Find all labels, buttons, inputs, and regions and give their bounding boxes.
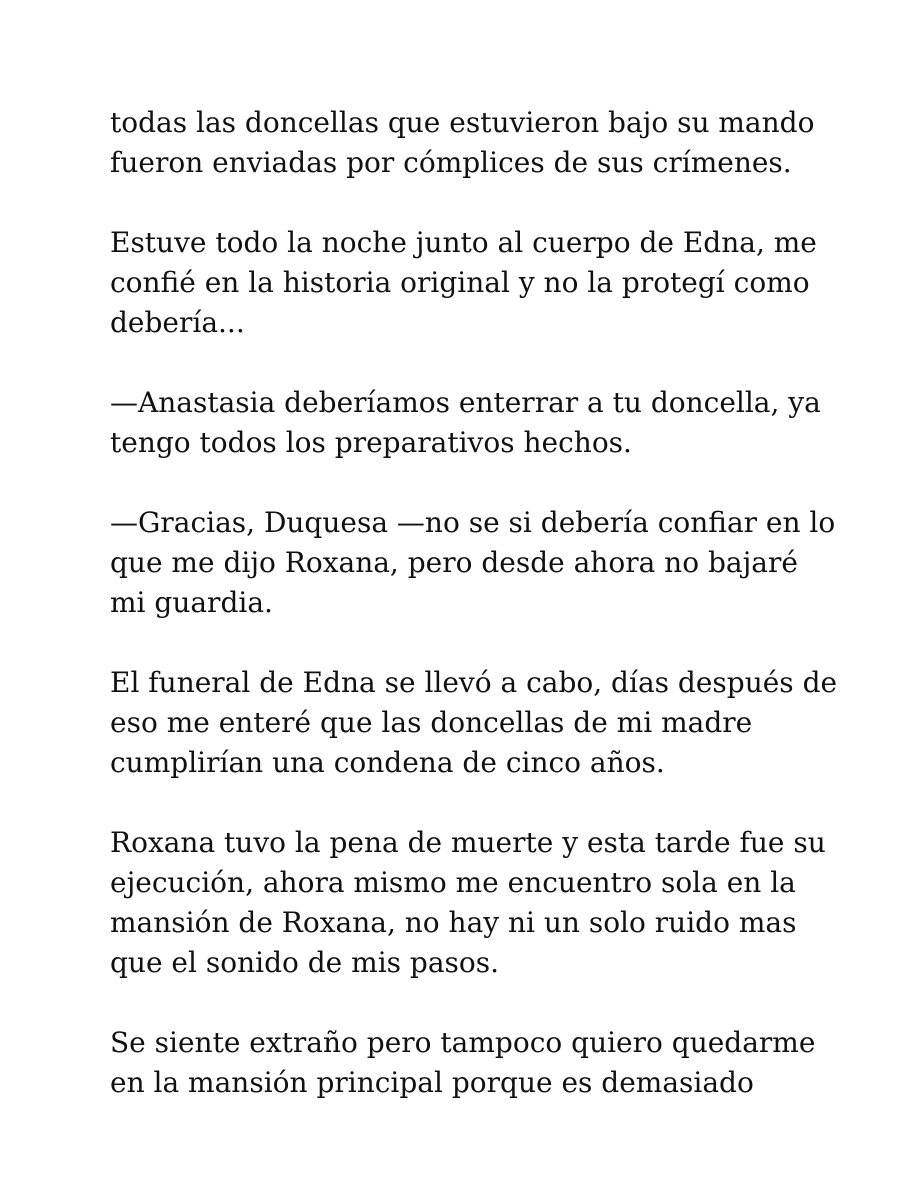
text-line: mansión de Roxana, no hay ni un solo ruido mas <box>110 906 797 939</box>
text-line: que me dijo Roxana, pero desde ahora no bajaré <box>110 546 798 579</box>
text-line: El funeral de Edna se llevó a cabo, días después de <box>110 666 838 699</box>
text-line: Se siente extraño pero tampoco quiero quedarme <box>110 1026 816 1059</box>
text-line: mi guardia. <box>110 586 273 619</box>
text-line: tengo todos los preparativos hechos. <box>110 426 632 459</box>
paragraph <box>110 503 836 623</box>
text-line: eso me enteré que las doncellas de mi madre <box>110 706 753 739</box>
paragraph <box>110 823 826 983</box>
paragraph <box>110 103 815 183</box>
text-line: —Gracias, Duquesa —no se si debería confiar en lo <box>110 506 836 539</box>
text-line: confié en la historia original y no la protegí como <box>110 266 810 299</box>
text-line: Estuve todo la noche junto al cuerpo de Edna, me <box>110 226 817 259</box>
document-page <box>110 103 838 1143</box>
text-line: en la mansión principal porque es demasiado <box>110 1066 754 1099</box>
text-line: que el sonido de mis pasos. <box>110 946 500 979</box>
text-line: todas las doncellas que estuvieron bajo su mando <box>110 106 815 139</box>
paragraph <box>110 663 838 783</box>
text-line: ejecución, ahora mismo me encuentro sola en la <box>110 866 796 899</box>
paragraph <box>110 383 821 463</box>
text-line: —Anastasia deberíamos enterrar a tu doncella, ya <box>110 386 821 419</box>
text-line: cumplirían una condena de cinco años. <box>110 746 665 779</box>
text-line: fueron enviadas por cómplices de sus crímenes. <box>110 146 792 179</box>
paragraph <box>110 223 817 343</box>
text-line: Roxana tuvo la pena de muerte y esta tarde fue su <box>110 826 826 859</box>
text-line: debería... <box>110 306 245 339</box>
paragraph <box>110 1023 816 1103</box>
